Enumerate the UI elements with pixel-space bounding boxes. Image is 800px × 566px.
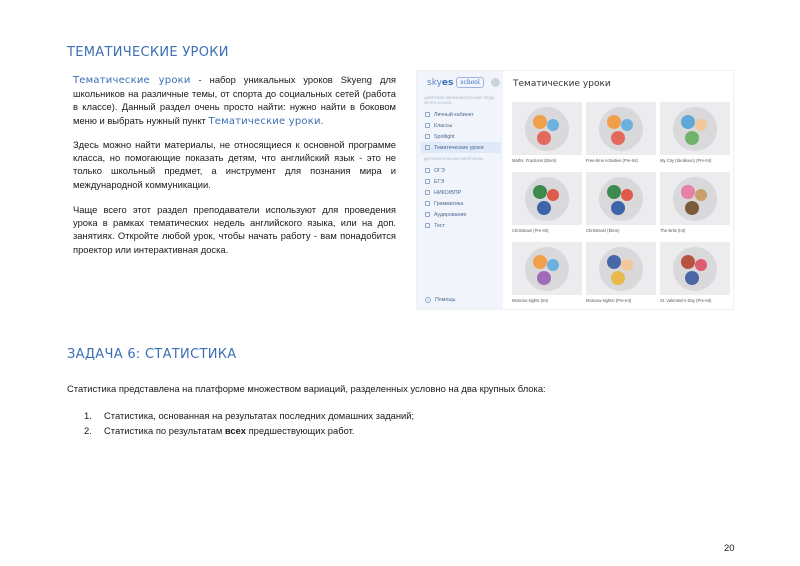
book-icon	[425, 212, 430, 217]
paragraph-end: .	[320, 114, 324, 126]
sidebar-item-label: Тематические уроки	[434, 144, 484, 151]
lesson-thumbnail	[586, 172, 656, 225]
sidebar-item-grammar[interactable]	[421, 198, 501, 209]
list-text: Статистика по результатам всех предшествующих работ.	[104, 424, 355, 436]
sidebar-item-label: Spotlight	[434, 133, 455, 140]
paragraph-materials: Здесь можно найти материалы, не относящиеся к основной программе класса, но помогающие показать детям, что английский язык - это не только школьный предмет, а инструмент для познания мира и международной коммуникации.	[73, 139, 396, 190]
sidebar-section-extra: ДОПОЛНИТЕЛЬНЫЕ МАТЕРИАЛЫ	[424, 157, 484, 161]
book-icon	[425, 179, 430, 184]
paragraph-intro	[73, 73, 396, 128]
sidebar	[417, 71, 503, 310]
lesson-title: Christmas! (Elem)	[586, 228, 620, 233]
lesson-title: Christmas! (Pre-Int)	[512, 228, 549, 233]
home-icon	[425, 123, 430, 128]
book-icon	[425, 201, 430, 206]
sidebar-item-niko[interactable]	[421, 187, 501, 198]
sidebar-caption: ЦИФРОВАЯ ОБРАЗОВАТЕЛЬНАЯ СРЕДА SKYES SCHOOL	[424, 96, 495, 105]
sidebar-item-ege[interactable]	[421, 176, 501, 187]
list-number: 1.	[84, 410, 92, 421]
book-icon	[425, 190, 430, 195]
illustration-icon	[525, 107, 569, 151]
lesson-title: St. Valentine's Day (Pre-Int)	[660, 298, 712, 303]
school-badge: school	[456, 77, 483, 88]
paragraph-text: - набор уникальных уроков Skyeng для школьников на различные темы, от спорта до социальных сетей (работа в классе). Данный раздел очень просто найти: нужно найти в боковом меню и выбрать нужный пункт	[73, 74, 396, 126]
sidebar-item-label: ОГЭ	[434, 167, 445, 174]
list-number: 2.	[84, 424, 92, 436]
statistics-intro: Статистика представлена на платформе множеством вариаций, разделенных условно на два крупных блока:	[67, 383, 546, 394]
illustration-icon	[673, 247, 717, 291]
lesson-card[interactable]	[512, 242, 582, 303]
lesson-thumbnail	[512, 172, 582, 225]
sidebar-item-listening[interactable]	[421, 209, 501, 220]
lesson-card[interactable]	[660, 242, 730, 303]
lesson-thumbnail	[660, 242, 730, 295]
lesson-card[interactable]	[660, 102, 730, 163]
lesson-grid	[512, 102, 730, 303]
illustration-icon	[599, 247, 643, 291]
logo-text: skyes	[427, 77, 454, 88]
accent-term: Тематические уроки	[73, 75, 191, 86]
illustration-icon	[673, 107, 717, 151]
lesson-thumbnail	[512, 102, 582, 155]
lesson-card[interactable]	[660, 172, 730, 233]
lesson-title: Moscow sights! (Pre-Int)	[586, 298, 632, 303]
screenshot-title: Тематические уроки	[513, 79, 611, 89]
lesson-thumbnail	[586, 242, 656, 295]
paragraph-usage: Чаще всего этот раздел преподаватели используют для проведения урока в рамках тематических недель английского языка, или на доп. занятиях. Откройте любой урок, чтобы начать работу - вам понадобится проектор или интерактивная доска.	[73, 204, 396, 255]
sidebar-item-label: Личный кабинет	[434, 111, 474, 118]
statistics-list	[84, 409, 414, 438]
help-link[interactable]	[425, 297, 455, 303]
lesson-thumbnail	[586, 102, 656, 155]
illustration-icon	[525, 247, 569, 291]
logo[interactable]	[427, 77, 500, 88]
lesson-thumbnail	[660, 102, 730, 155]
sidebar-item-label: Тест	[434, 222, 445, 229]
help-label: Помощь	[435, 297, 456, 303]
avatar[interactable]	[491, 78, 500, 87]
sidebar-item-label: Классы	[434, 122, 453, 129]
sidebar-item-classes[interactable]	[421, 120, 501, 131]
sidebar-item-cabinet[interactable]	[421, 109, 501, 120]
lesson-card[interactable]	[586, 172, 656, 233]
spotlight-icon	[425, 134, 430, 139]
book-icon	[425, 168, 430, 173]
lesson-card[interactable]	[512, 102, 582, 163]
sidebar-item-thematic-lessons[interactable]	[421, 142, 501, 153]
section-heading-statistics: ЗАДАЧА 6: СТАТИСТИКА	[67, 347, 237, 362]
sidebar-item-label: Грамматика	[434, 200, 464, 207]
sidebar-item-oge[interactable]	[421, 165, 501, 176]
lesson-thumbnail	[512, 242, 582, 295]
lesson-card[interactable]	[586, 102, 656, 163]
book-icon	[425, 112, 430, 117]
illustration-icon	[673, 177, 717, 221]
illustration-icon	[525, 177, 569, 221]
sidebar-item-label: Аудирование	[434, 211, 467, 218]
help-icon: ?	[426, 298, 430, 303]
list-item	[84, 409, 414, 424]
main-menu	[421, 109, 501, 153]
lesson-title: Moscow sights (Int)	[512, 298, 549, 303]
lesson-title: Free-time Activities (Pre-Int)	[586, 158, 638, 163]
lesson-title: The Brits (Int)	[660, 228, 686, 233]
list-text: Статистика, основанная на результатах последних домашних заданий;	[104, 410, 415, 421]
sidebar-item-spotlight[interactable]	[421, 131, 501, 142]
list-item	[84, 424, 414, 439]
sidebar-item-test[interactable]	[421, 220, 501, 231]
page-number: 20	[724, 543, 735, 554]
lesson-card[interactable]	[512, 172, 582, 233]
illustration-icon	[599, 177, 643, 221]
lesson-card[interactable]	[586, 242, 656, 303]
lesson-title: My City (Skolkovo) (Pre-Int)	[660, 158, 712, 163]
lessons-icon	[425, 145, 430, 150]
lesson-title: Maths. Fractions (Elem)	[512, 158, 557, 163]
lesson-thumbnail	[660, 172, 730, 225]
book-icon	[425, 223, 430, 228]
sidebar-item-label: НИКО/ВПР	[434, 189, 462, 196]
extra-menu	[421, 165, 501, 231]
accent-term: Тематические уроки	[208, 115, 321, 127]
section-heading-thematic-lessons: ТЕМАТИЧЕСКИЕ УРОКИ	[67, 45, 229, 60]
illustration-icon	[599, 107, 643, 151]
sidebar-item-label: ЕГЭ	[434, 178, 445, 185]
platform-screenshot	[416, 70, 734, 310]
